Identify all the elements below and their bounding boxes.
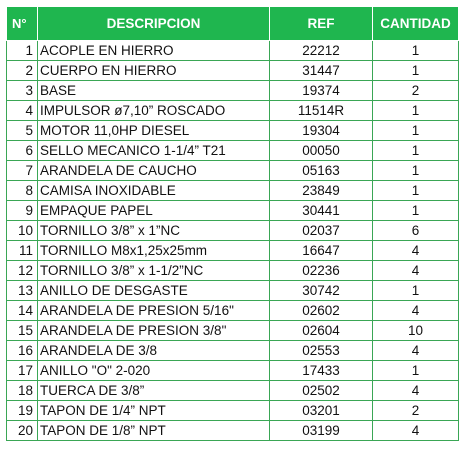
row-description: IMPULSOR ø7,10” ROSCADO <box>38 101 270 121</box>
row-ref: 16647 <box>270 241 373 261</box>
parts-table <box>6 6 459 441</box>
row-ref: 00050 <box>270 141 373 161</box>
row-num: 11 <box>7 241 38 261</box>
row-ref: 17433 <box>270 361 373 381</box>
row-quantity: 4 <box>373 241 459 261</box>
row-num: 5 <box>7 121 38 141</box>
table-row <box>7 261 459 281</box>
row-description: ARANDELA DE 3/8 <box>38 341 270 361</box>
row-num: 6 <box>7 141 38 161</box>
row-ref: 11514R <box>270 101 373 121</box>
row-ref: 22212 <box>270 41 373 61</box>
row-quantity: 1 <box>373 141 459 161</box>
row-quantity: 1 <box>373 101 459 121</box>
table-row <box>7 141 459 161</box>
row-quantity: 1 <box>373 41 459 61</box>
row-ref: 02602 <box>270 301 373 321</box>
row-quantity: 4 <box>373 341 459 361</box>
row-quantity: 2 <box>373 81 459 101</box>
row-quantity: 1 <box>373 281 459 301</box>
table-row <box>7 381 459 401</box>
table-row <box>7 241 459 261</box>
row-description: SELLO MECANICO 1-1/4” T21 <box>38 141 270 161</box>
row-quantity: 1 <box>373 361 459 381</box>
row-num: 4 <box>7 101 38 121</box>
table-row <box>7 61 459 81</box>
table-row <box>7 421 459 441</box>
table-row <box>7 81 459 101</box>
table-row <box>7 121 459 141</box>
row-quantity: 4 <box>373 381 459 401</box>
row-num: 18 <box>7 381 38 401</box>
table-row <box>7 101 459 121</box>
row-quantity: 1 <box>373 161 459 181</box>
row-num: 13 <box>7 281 38 301</box>
row-description: BASE <box>38 81 270 101</box>
header-ref: REF <box>270 7 373 41</box>
row-ref: 31447 <box>270 61 373 81</box>
row-num: 12 <box>7 261 38 281</box>
row-quantity: 1 <box>373 121 459 141</box>
row-ref: 30441 <box>270 201 373 221</box>
table-row <box>7 401 459 421</box>
row-description: ANILLO DE DESGASTE <box>38 281 270 301</box>
row-ref: 03201 <box>270 401 373 421</box>
row-ref: 19304 <box>270 121 373 141</box>
header-num: N° <box>7 7 38 41</box>
row-num: 3 <box>7 81 38 101</box>
row-num: 20 <box>7 421 38 441</box>
row-description: CUERPO EN HIERRO <box>38 61 270 81</box>
row-description: ANILLO "O" 2-020 <box>38 361 270 381</box>
row-quantity: 4 <box>373 261 459 281</box>
row-num: 10 <box>7 221 38 241</box>
row-ref: 05163 <box>270 161 373 181</box>
row-num: 19 <box>7 401 38 421</box>
row-description: CAMISA INOXIDABLE <box>38 181 270 201</box>
row-description: TAPON DE 1/4” NPT <box>38 401 270 421</box>
row-quantity: 4 <box>373 301 459 321</box>
row-ref: 02236 <box>270 261 373 281</box>
row-description: MOTOR 11,0HP DIESEL <box>38 121 270 141</box>
row-num: 2 <box>7 61 38 81</box>
row-num: 7 <box>7 161 38 181</box>
row-description: ARANDELA DE CAUCHO <box>38 161 270 181</box>
row-quantity: 6 <box>373 221 459 241</box>
table-row <box>7 201 459 221</box>
table-row <box>7 361 459 381</box>
row-quantity: 1 <box>373 181 459 201</box>
row-num: 17 <box>7 361 38 381</box>
table-row <box>7 161 459 181</box>
row-ref: 23849 <box>270 181 373 201</box>
row-num: 15 <box>7 321 38 341</box>
row-quantity: 1 <box>373 61 459 81</box>
row-quantity: 2 <box>373 401 459 421</box>
row-num: 16 <box>7 341 38 361</box>
header-cantidad: CANTIDAD <box>373 7 459 41</box>
row-quantity: 1 <box>373 201 459 221</box>
row-quantity: 10 <box>373 321 459 341</box>
row-description: ACOPLE EN HIERRO <box>38 41 270 61</box>
row-description: TORNILLO 3/8” x 1-1/2”NC <box>38 261 270 281</box>
table-row <box>7 181 459 201</box>
header-descripcion: DESCRIPCION <box>38 7 270 41</box>
table-row <box>7 321 459 341</box>
row-quantity: 4 <box>373 421 459 441</box>
row-ref: 02037 <box>270 221 373 241</box>
row-ref: 02604 <box>270 321 373 341</box>
row-ref: 03199 <box>270 421 373 441</box>
table-row <box>7 281 459 301</box>
row-num: 1 <box>7 41 38 61</box>
table-row <box>7 221 459 241</box>
row-description: TAPON DE 1/8” NPT <box>38 421 270 441</box>
row-ref: 02553 <box>270 341 373 361</box>
row-num: 14 <box>7 301 38 321</box>
row-ref: 02502 <box>270 381 373 401</box>
row-description: EMPAQUE PAPEL <box>38 201 270 221</box>
table-row <box>7 301 459 321</box>
row-num: 9 <box>7 201 38 221</box>
row-description: ARANDELA DE PRESION 5/16" <box>38 301 270 321</box>
row-num: 8 <box>7 181 38 201</box>
row-description: TORNILLO M8x1,25x25mm <box>38 241 270 261</box>
row-description: ARANDELA DE PRESION 3/8" <box>38 321 270 341</box>
table-header-row <box>7 7 459 41</box>
row-ref: 30742 <box>270 281 373 301</box>
row-description: TUERCA DE 3/8” <box>38 381 270 401</box>
table-row <box>7 341 459 361</box>
row-description: TORNILLO 3/8” x 1”NC <box>38 221 270 241</box>
table-row <box>7 41 459 61</box>
row-ref: 19374 <box>270 81 373 101</box>
